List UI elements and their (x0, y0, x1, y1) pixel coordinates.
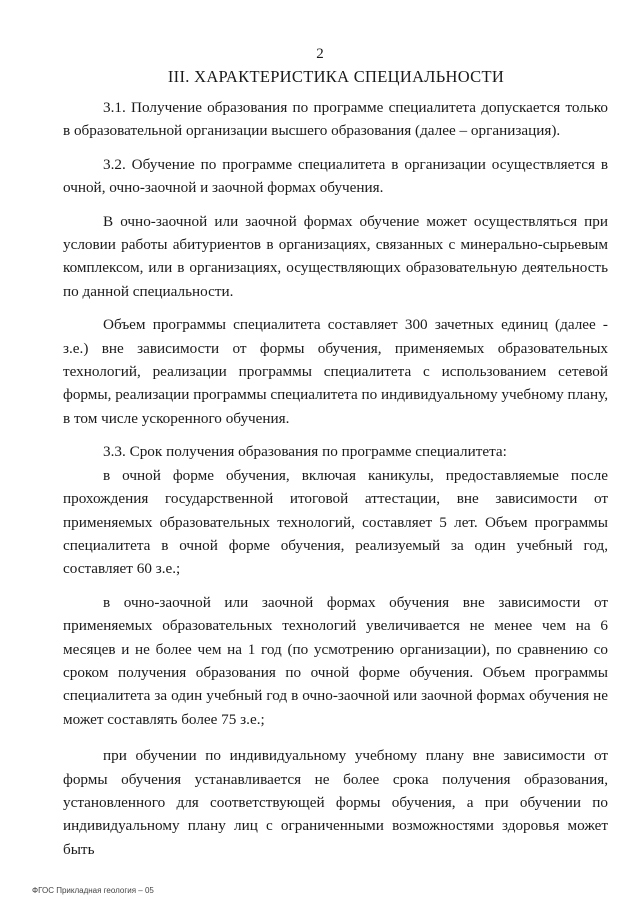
paragraph-program-volume: Объем программы специалитета составляет 300 зачетных единиц (далее - з.е.) вне зависимости от формы обучения, применяемых образовательных технологий, реализации программы специалитета с использованием сетевой формы, реализации программы специалитета по индивидуальному учебному плану, в том числе ускоренного обучения. (63, 316, 608, 427)
footer-text: ФГОС Прикладная геология – 05 (32, 886, 154, 895)
document-body (63, 96, 608, 861)
paragraph-3-2: 3.2. Обучение по программе специалитета в организации осуществляется в очной, очно-заочной и заочной формах обучения. (63, 155, 608, 197)
paragraph-3-3: 3.3. Срок получения образования по программе специалитета: (103, 443, 507, 461)
section-title: III. ХАРАКТЕРИСТИКА СПЕЦИАЛЬНОСТИ (167, 67, 505, 86)
paragraph-individual-plan: при обучении по индивидуальному учебному плану вне зависимости от формы обучения устанавливается не более срока получения образования, установленного для соответствующей формы обучения, а при обучении по индивидуальному плану лиц с ограниченными возможностями здоровья может быть (63, 747, 608, 858)
paragraph-part-time-conditions: В очно-заочной или заочной формах обучение может осуществляться при условии работы абитуриентов в организациях, связанных с минерально-сырьевым комплексом, или в организациях, осуществляющих образовательную деятельность по данной специальности. (63, 212, 608, 300)
page-number: 2 (316, 46, 324, 62)
paragraph-part-time-duration: в очно-заочной или заочной формах обучения вне зависимости от применяемых образовательных технологий увеличивается не менее чем на 6 месяцев и не более чем на 1 год (по усмотрению организации), по сравнению со сроком получения образования по очной форме обучения. Объем программы специалитета за один учебный год в очно-заочной или заочной формах обучения не может составлять более 75 з.е.; (63, 593, 608, 728)
paragraph-3-1: 3.1. Получение образования по программе специалитета допускается только в образовательной организации высшего образования (далее – организация). (63, 99, 608, 140)
paragraph-full-time-duration: в очной форме обучения, включая каникулы, предоставляемые после прохождения государственной итоговой аттестации, вне зависимости от применяемых образовательных технологий, составляет 5 лет. Объем программы специалитета в очной форме обучения, реализуемый за один учебный год, составляет 60 з.е.; (63, 466, 608, 578)
